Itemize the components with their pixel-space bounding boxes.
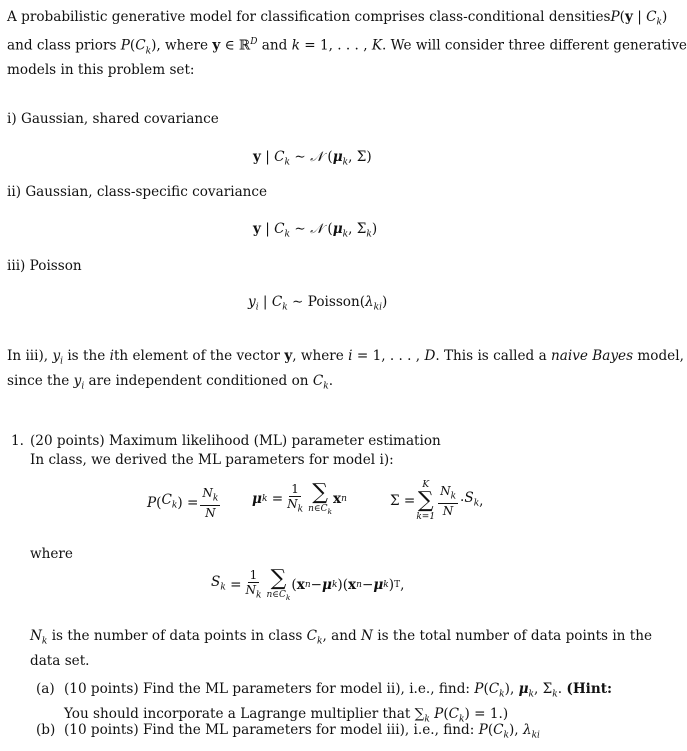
- model-i-equation: y | $C_k$ ∼ 𝒩 ($\mu_k$, Σ): [253, 149, 372, 168]
- prior-formula: P ( $C_k$ ) = $\frac{N_k}{N}$: [147, 486, 219, 521]
- question-1-number: 1.: [11, 433, 24, 449]
- part-b-label: (b): [36, 722, 56, 738]
- scatter-fraction: $\frac{1}{N_k}$: [245, 568, 262, 601]
- definitions-line-1: $N_k$ is the number of data points in class $C_k$, and N is the total number of data points in the: [30, 628, 653, 647]
- model-ii-equation: y | $C_k$ ∼ 𝒩 ($\mu_k$, $\Sigma_k$): [253, 221, 378, 240]
- model-ii-label: ii) Gaussian, class-specific covariance: [7, 184, 268, 200]
- naive-bayes-note: [7, 347, 684, 396]
- intro-paragraph: [7, 8, 687, 80]
- prior-fraction: $\frac{N_k}{N}$: [202, 486, 219, 521]
- definitions-paragraph: [30, 627, 653, 671]
- intro-line-1: [7, 8, 668, 33]
- covariance-summation: K ∑ k=1: [416, 480, 436, 522]
- model-i-label: i) Gaussian, shared covariance: [7, 111, 219, 127]
- intro-line-1-text: A probabilistic generative model for classification comprises class-conditional densities: [7, 9, 611, 25]
- part-a-label: (a): [36, 681, 55, 697]
- covariance-formula: Σ = K ∑ k=1 $\frac{N_k}{N}$ · $S_k$ ,: [390, 480, 484, 522]
- part-a-line-1: (10 points) Find the ML parameters for model ii), i.e., find: $P(C_k)$, $\mu_k$, $\Sigma_k$. (Hint:: [64, 681, 613, 700]
- naive-note-line-1: In iii), $y_i$ is the ith element of the vector y, where i = 1, . . . , D. This is called a naive Bayes model,: [7, 348, 684, 367]
- covariance-fraction: $\frac{N_k}{N}$: [440, 483, 457, 519]
- naive-note-line-2: since the $y_i$ are independent conditioned on $C_k$.: [7, 372, 334, 392]
- model-iii-label: iii) Poisson: [7, 258, 82, 274]
- question-1-intro: In class, we derived the ML parameters for model i):: [30, 452, 394, 468]
- definitions-line-2: data set.: [30, 652, 90, 669]
- intro-line-2: and class priors $P(C_k)$, where y ∈ ℝ$^D$ and k = 1, . . . , K. We will consider three different generative: [7, 36, 687, 56]
- where-label: where: [30, 546, 73, 562]
- scatter-summation: ∑ $n\in C_k$: [266, 566, 291, 602]
- mean-fraction: $\frac{1}{N_k}$: [287, 482, 304, 515]
- question-1-title: (20 points) Maximum likelihood (ML) parameter estimation: [30, 433, 441, 449]
- part-b-text: (10 points) Find the ML parameters for model iii), i.e., find: $P(C_k)$, $\lambda_{ki}$: [64, 722, 540, 741]
- intro-line-1-math: P(y | $C_k$): [610, 9, 668, 28]
- model-iii-equation: $y_i$ | $C_k$ ∼ $Poisson(\lambda_{ki})$: [248, 294, 388, 313]
- intro-line-3: models in this problem set:: [7, 61, 195, 78]
- hint-label: (Hint:: [566, 681, 613, 697]
- mean-summation: ∑ $n\in C_k$: [308, 480, 333, 516]
- scatter-formula: $S_k$ = $\frac{1}{N_k}$ ∑ $n\in C_k$ ( x n − μ k )( x n − μ k ) T ,: [211, 566, 405, 602]
- part-a-line-2: You should incorporate a Lagrange multiplier that $\sum_k$ $P(C_k) = 1$.): [64, 705, 509, 725]
- mean-formula: μ k = $\frac{1}{N_k}$ ∑ $n\in C_k$ x n: [252, 480, 347, 516]
